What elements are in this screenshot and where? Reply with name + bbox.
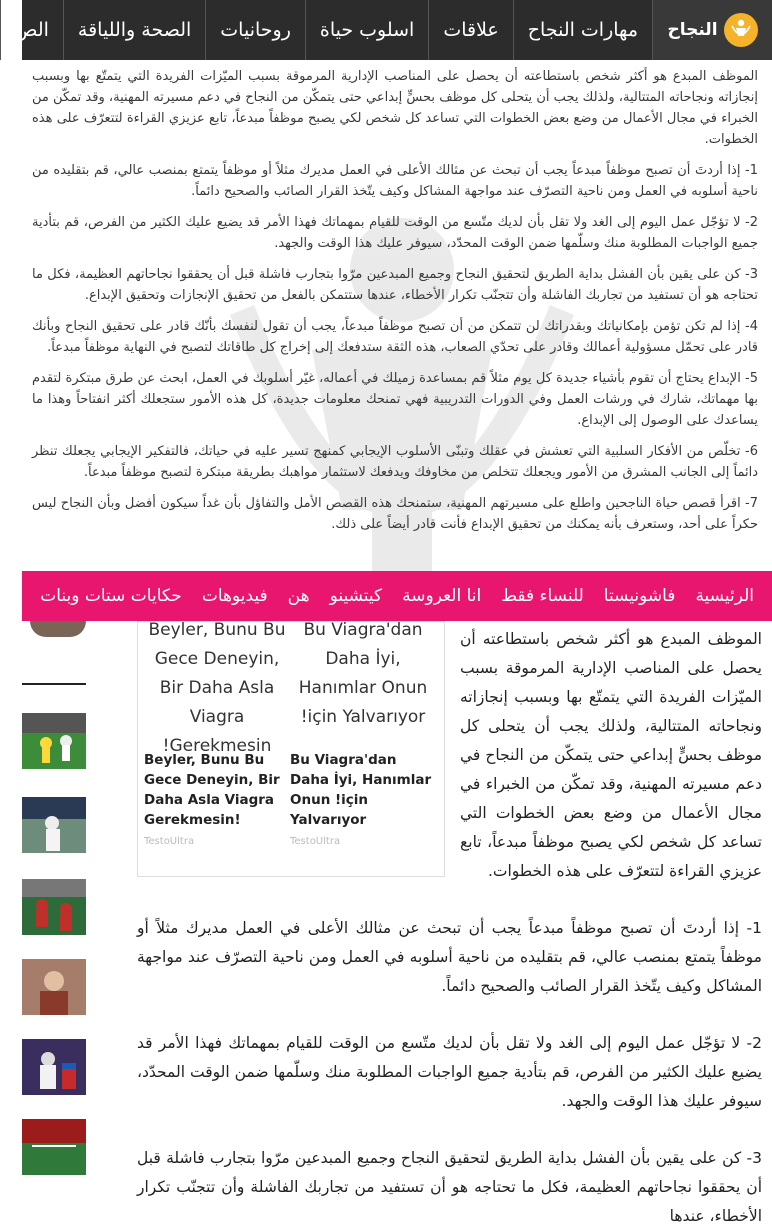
- related-thumb[interactable]: [22, 879, 86, 935]
- thumbnail-image-icon: [22, 1119, 86, 1175]
- ad-image: Bu Viagra'dan Daha İyi, Hanımlar Onun !için Yalvarıyor: [298, 620, 428, 727]
- top-nav: [14, 0, 772, 60]
- pinknav-item-fashionista[interactable]: فاشونيستا: [603, 586, 676, 606]
- article-paragraph: الموظف المبدع هو أكثر شخص باستطاعته أن يحصل على المناصب الإدارية المرموقة بسبب الميّزات الفريدة التي يتمتّع بها وبسبب إنجازاته ونجاحاته المتتالية، ولذلك يجب أن يتحلى كل موظف بحسٍّ إبداعي حتى يتمكّن من النجاح في دعم مسيرته المهنية، وقد تمكّن من الخبراء في مجال الأعمال من وضع بعض الخطوات التي تساعد كل شخص لكي يصبح موظفاً مبدعاً، تابع عزيزي القراءة لتتعرّف على هذه الخطوات.: [32, 69, 758, 147]
- related-thumb[interactable]: [22, 959, 86, 1015]
- related-sidebar: [22, 621, 86, 1200]
- article-paragraph: 1- إذا أردتَ أن تصبح موظفاً مبدعاً يجب أن تبحث عن مثالك الأعلى في العمل مديرك مثلاً أو موظفاً يتمتع بمنصب عالي، قم بتقليده من ناحية أسلوبه في العمل ومن ناحية التصرّف عند مواجهة المشاكل وكيف يتّخذ القرار الصائب والصحيح دائماً.: [137, 919, 762, 995]
- article-paragraph: 7- اقرأ قصص حياة الناجحين واطلع على مسيرتهم المهنية، ستمنحك هذه القصص الأمل والتفاؤل بأن غداً سيكون أفضل وبأن النجاح ليس حكراً على أحد، وستعرف بأنه يمكنك من تحقيق الإبداع فأنت قادر أيضاً على ذلك.: [32, 496, 758, 532]
- article-paragraph: 4- إذا لم تكن تؤمن بإمكانياتك وبقدراتك لن تتمكن من أن تصبح موظفاً مبدعاً، يجب أن تقول لنفسك بأنّك قادر على تحقيق النجاح وبأنك قادر على تحمّل مسؤولية أعمالك وقادر على تحدّي الصعاب، هذه الثقة ستدفعك إلى إخراج كل طاقاتك لتصبح في النهاية موظفاً مبدعاً.: [32, 319, 758, 355]
- topnav-item-health-fitness[interactable]: الصحة واللياقة: [63, 0, 205, 60]
- site-logo[interactable]: [652, 0, 772, 60]
- thumbnail-image-icon: [22, 713, 86, 769]
- section-nav: [22, 571, 772, 621]
- ad-card-right[interactable]: [290, 622, 436, 847]
- ad-image: Beyler, Bunu Bu Gece Deneyin, Bir Daha Asla Viagra !Gerekmesin: [148, 620, 286, 756]
- related-thumb[interactable]: [22, 1039, 86, 1095]
- article-paragraph: 5- الإبداع يحتاج أن تقوم بأشياء جديدة كل يوم مثلاً قم بمساعدة زميلك في أعماله، غيّر أسلوبك في العمل، ابحث عن طرق مبتكرة لتقدم بها مهماتك، شارك في ورشات العمل وفي الدورات التدريبية فهي تمنحك معلومات جديدة، كل هذه الأمور ستجعلك أكثر انفتاحاً وهذا ما يساعدك على الوصول إلى الإبداع.: [32, 371, 758, 428]
- ad-title: Beyler, Bunu Bu Gece Deneyin, Bir Daha Asla Viagra Gerekmesin!: [144, 752, 280, 828]
- article-paragraph: 3- كن على يقين بأن الفشل بداية الطريق لتحقيق النجاح وجميع المبدعين مرّوا بتجارب فاشلة قبل أن يحققوا نجاحاتهم العظيمة، فكل ما تحتاجه هو أن تستفيد من تجاربك الفاشلة وأن تتجنّب تكرار الأخطاء، عندها ستتمكن بالفعل من تحقيق الإنجازات وتحقيق الإبداع.: [32, 267, 758, 303]
- thumbnail-image-icon: [22, 879, 86, 935]
- thumbnail-image-icon: [22, 797, 86, 853]
- ad-card-left[interactable]: [144, 622, 290, 847]
- article-intro: الموظف المبدع هو أكثر شخص باستطاعته أن يحصل على المناصب الإدارية المرموقة بسبب الميّزات الفريدة التي يتمتّع بها وبسبب إنجازاته ونجاحاته المتتالية، ولذلك يجب أن يتحلى كل موظف بحسٍّ إبداعي حتى يتمكّن من النجاح في دعم مسيرته المهنية، وقد تمكّن من الخبراء في مجال الأعمال من وضع بعض الخطوات التي تساعد كل شخص لكي يصبح موظفاً مبدعاً، تابع عزيزي القراءة لتتعرّف على هذه الخطوات.: [460, 630, 762, 880]
- article-paragraph: 1- إذا أردتَ أن تصبح موظفاً مبدعاً يجب أن تبحث عن مثالك الأعلى في العمل مديرك مثلاً أو موظفاً يتمتع بمنصب عالي، قم بتقليده من ناحية أسلوبه في العمل ومن ناحية التصرّف عند مواجهة المشاكل وكيف يتّخذ القرار الصائب والصحيح دائماً.: [32, 163, 758, 199]
- pinknav-item-bride[interactable]: انا العروسة: [402, 586, 482, 606]
- ad-source: TestoUltra: [144, 836, 195, 847]
- article-main-column: [137, 621, 762, 1231]
- related-thumb[interactable]: [22, 1119, 86, 1175]
- article-body-upper: [22, 60, 772, 570]
- article-paragraph: 3- كن على يقين بأن الفشل بداية الطريق لتحقيق النجاح وجميع المبدعين مرّوا بتجارب فاشلة قبل أن يحققوا نجاحاتهم العظيمة، فكل ما تحتاجه هو أن تستفيد من تجاربك الفاشلة وأن تتجنّب تكرار الأخطاء، عندها: [137, 1149, 762, 1225]
- logo-text: النجاح: [667, 20, 718, 40]
- topnav-item-truncated[interactable]: الص: [0, 0, 63, 60]
- related-thumb[interactable]: [22, 797, 86, 853]
- article-paragraph: 2- لا تؤجّل عمل اليوم إلى الغد ولا تقل بأن لديك متّسع من الوقت للقيام بمهماتك فهذا الأمر قد يضيع عليك الكثير من الفرص، قم بتأدية جميع الواجبات المطلوبة منك وسلّمها ضمن الوقت المحدّد، سيوفر عليك هذا الوقت والجهد.: [137, 1034, 762, 1110]
- logo-emblem-icon: [724, 13, 758, 47]
- pinknav-item-women-only[interactable]: للنساء فقط: [501, 586, 584, 606]
- divider: [22, 683, 86, 685]
- topnav-item-success-skills[interactable]: مهارات النجاح: [513, 0, 652, 60]
- article-paragraph: 6- تخلّص من الأفكار السلبية التي تعشش في عقلك وتبنّى الأسلوب الإيجابي كمنهج تسير عليه في حياتك، فالتفكير الإيجابي يجعلك تنظر دائماً إلى الجانب المشرق من الأمور ويجعلك تتخلص من مخاوفك ويدفعك لاستثمار مواهبك بطريقة مبتكرة لتصبح موظفاً مبدعاً.: [32, 444, 758, 480]
- topnav-item-spirituality[interactable]: روحانيات: [205, 0, 305, 60]
- thumbnail-image-icon: [22, 959, 86, 1015]
- pinknav-item-kitchen[interactable]: كيتشينو: [329, 586, 383, 606]
- pinknav-item-videos[interactable]: فيديوهات: [201, 586, 268, 606]
- article-body-lower: [22, 620, 772, 1225]
- sponsored-ad-box: [137, 621, 445, 877]
- pinknav-item-home[interactable]: الرئيسية: [695, 586, 754, 606]
- avatar: [30, 621, 86, 637]
- article-paragraph: 2- لا تؤجّل عمل اليوم إلى الغد ولا تقل بأن لديك متّسع من الوقت للقيام بمهماتك فهذا الأمر قد يضيع عليك الكثير من الفرص، قم بتأدية جميع الواجبات المطلوبة منك وسلّمها ضمن الوقت المحدّد، سيوفر عليك هذا الوقت والجهد.: [32, 215, 758, 251]
- pinknav-item-hunna[interactable]: هن: [287, 586, 310, 606]
- topnav-item-lifestyle[interactable]: اسلوب حياة: [305, 0, 428, 60]
- thumbnail-image-icon: [22, 1039, 86, 1095]
- related-thumb[interactable]: [22, 713, 86, 769]
- ad-source: TestoUltra: [290, 836, 341, 847]
- topnav-item-relationships[interactable]: علاقات: [428, 0, 512, 60]
- pinknav-item-stories[interactable]: حكايات ستات وبنات: [40, 586, 182, 606]
- ad-title: Bu Viagra'dan Daha İyi, Hanımlar Onun !için Yalvarıyor: [290, 752, 432, 828]
